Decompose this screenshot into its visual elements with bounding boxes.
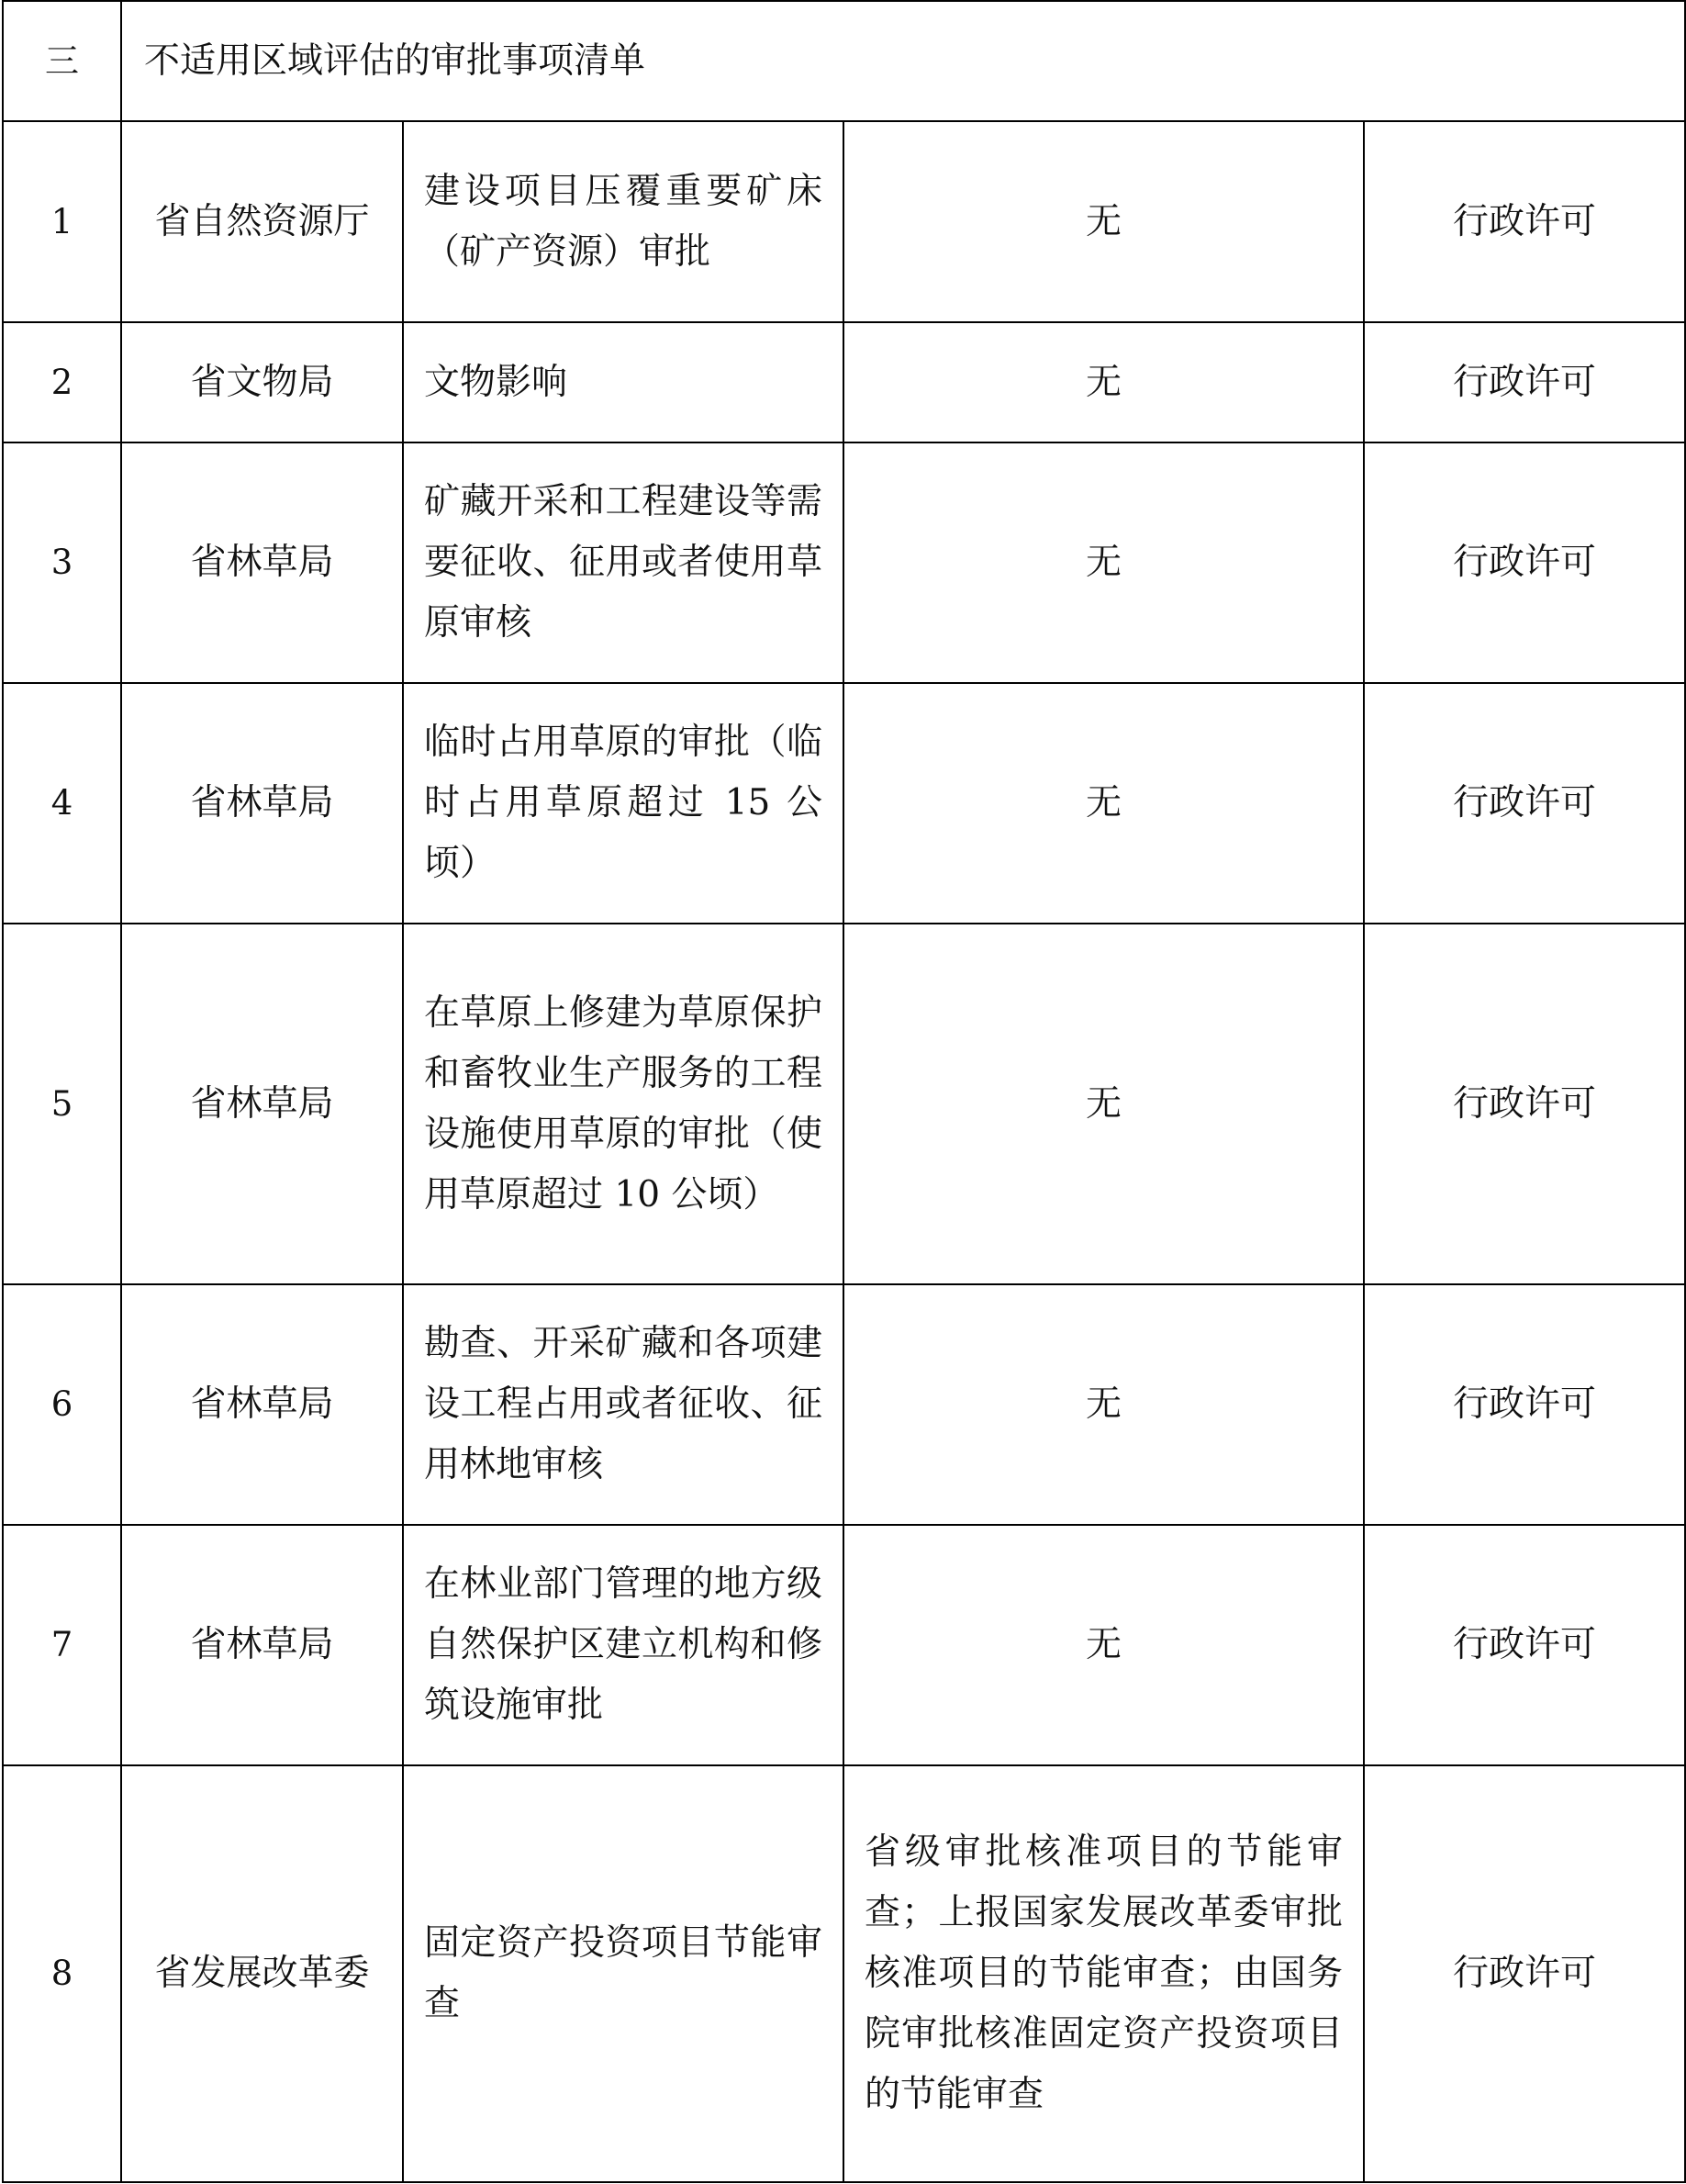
table-row: [3, 1765, 1685, 2182]
table-row: [3, 924, 1685, 1284]
department-cell: 省文物局: [121, 322, 403, 442]
department-cell: 省林草局: [121, 442, 403, 683]
department-cell: 省林草局: [121, 924, 403, 1284]
scope-cell: 无: [843, 121, 1364, 322]
item-type-cell: 行政许可: [1364, 1765, 1685, 2182]
item-name-cell: 固定资产投资项目节能审查: [403, 1765, 843, 2182]
table-row: [3, 442, 1685, 683]
row-number: 3: [3, 442, 121, 683]
department-cell: 省林草局: [121, 1284, 403, 1525]
row-number: 7: [3, 1525, 121, 1765]
department-cell: 省发展改革委: [121, 1765, 403, 2182]
row-number: 2: [3, 322, 121, 442]
section-number: 三: [3, 1, 121, 121]
item-name-cell: 矿藏开采和工程建设等需要征收、征用或者使用草原审核: [403, 442, 843, 683]
item-name-cell: 在草原上修建为草原保护和畜牧业生产服务的工程设施使用草原的审批（使用草原超过 10 公顷）: [403, 924, 843, 1284]
table-row: [3, 1525, 1685, 1765]
item-name-cell: 在林业部门管理的地方级自然保护区建立机构和修筑设施审批: [403, 1525, 843, 1765]
item-name-cell: 建设项目压覆重要矿床（矿产资源）审批: [403, 121, 843, 322]
scope-cell: 无: [843, 1525, 1364, 1765]
item-type-cell: 行政许可: [1364, 1525, 1685, 1765]
row-number: 8: [3, 1765, 121, 2182]
scope-cell: 无: [843, 683, 1364, 924]
table-row: [3, 1284, 1685, 1525]
item-type-cell: 行政许可: [1364, 442, 1685, 683]
section-title: 不适用区域评估的审批事项清单: [121, 1, 1685, 121]
item-type-cell: 行政许可: [1364, 1284, 1685, 1525]
scope-cell: 省级审批核准项目的节能审查；上报国家发展改革委审批核准项目的节能审查；由国务院审批核准固定资产投资项目的节能审查: [843, 1765, 1364, 2182]
item-type-cell: 行政许可: [1364, 924, 1685, 1284]
table-row: [3, 322, 1685, 442]
scope-cell: 无: [843, 924, 1364, 1284]
item-type-cell: 行政许可: [1364, 322, 1685, 442]
item-name-cell: 临时占用草原的审批（临时占用草原超过 15 公顷）: [403, 683, 843, 924]
scope-cell: 无: [843, 1284, 1364, 1525]
table-row: [3, 121, 1685, 322]
department-cell: 省自然资源厅: [121, 121, 403, 322]
row-number: 6: [3, 1284, 121, 1525]
approval-items-table: [2, 0, 1686, 2183]
item-type-cell: 行政许可: [1364, 121, 1685, 322]
item-name-cell: 文物影响: [403, 322, 843, 442]
row-number: 4: [3, 683, 121, 924]
item-type-cell: 行政许可: [1364, 683, 1685, 924]
row-number: 5: [3, 924, 121, 1284]
row-number: 1: [3, 121, 121, 322]
department-cell: 省林草局: [121, 683, 403, 924]
table-row: [3, 683, 1685, 924]
scope-cell: 无: [843, 442, 1364, 683]
scope-cell: 无: [843, 322, 1364, 442]
item-name-cell: 勘查、开采矿藏和各项建设工程占用或者征收、征用林地审核: [403, 1284, 843, 1525]
section-header-row: [3, 1, 1685, 121]
department-cell: 省林草局: [121, 1525, 403, 1765]
